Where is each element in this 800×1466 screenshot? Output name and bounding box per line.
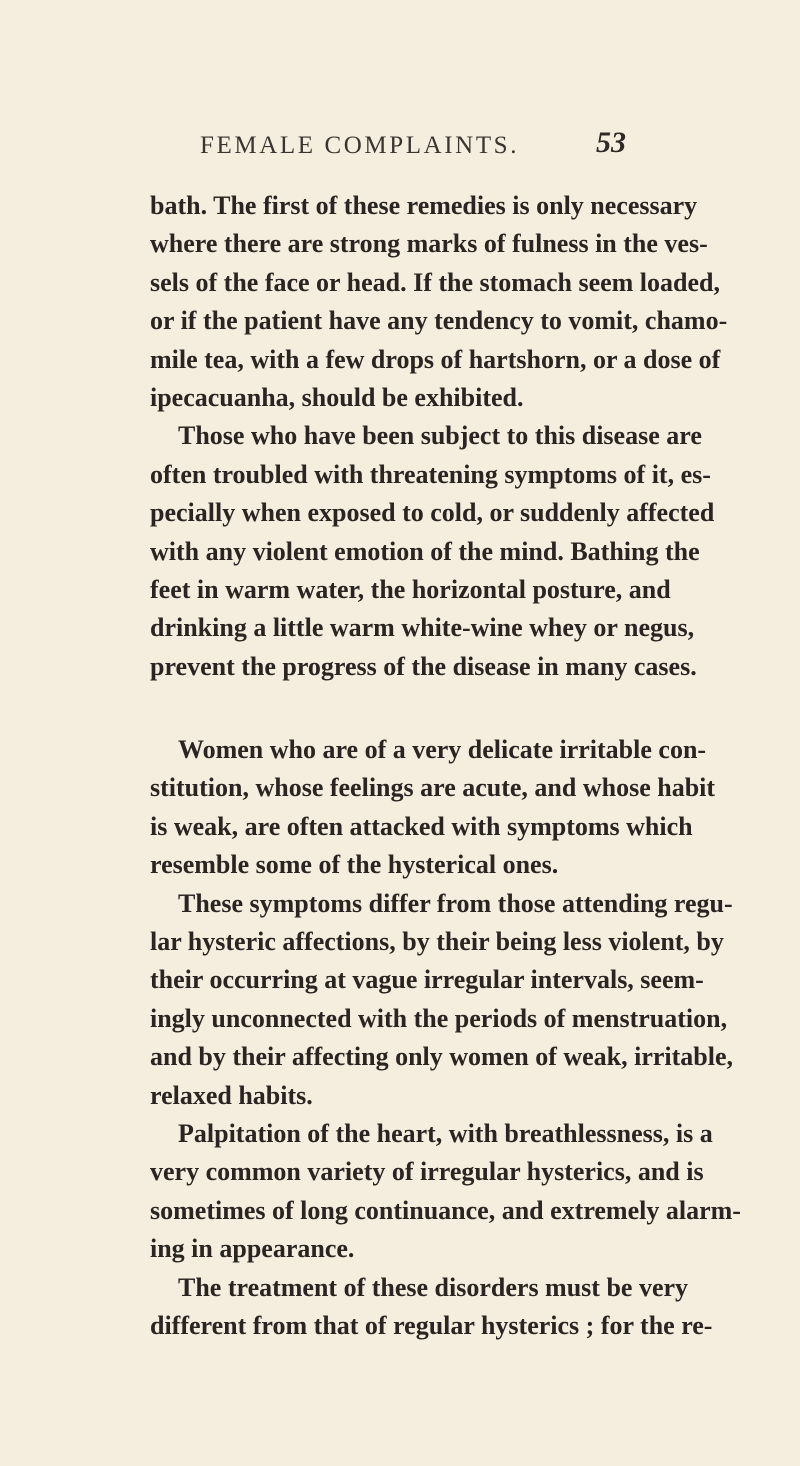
text-line: mile tea, with a few drops of hartshorn, or a dose of: [150, 344, 721, 374]
paragraph: [150, 187, 728, 417]
text-line: their occurring at vague irregular intervals, seem-: [150, 965, 704, 995]
text-line: ipecacuanha, should be exhibited.: [150, 382, 524, 412]
paragraph: [150, 417, 715, 686]
running-title: FEMALE COMPLAINTS.: [200, 132, 520, 159]
text-line: drinking a little warm white-wine whey or negus,: [150, 613, 695, 643]
page-number: 53: [596, 126, 626, 159]
text-line: ing in appearance.: [150, 1234, 355, 1264]
text-line: sometimes of long continuance, and extremely alarm-: [150, 1195, 741, 1225]
text-line: relaxed habits.: [150, 1080, 313, 1110]
paragraph: [150, 731, 716, 885]
text-line: stitution, whose feelings are acute, and whose habit: [150, 773, 716, 803]
text-line: feet in warm water, the horizontal posture, and: [150, 574, 671, 604]
running-head: [0, 126, 800, 172]
text-line: pecially when exposed to cold, or suddenly affected: [150, 498, 715, 528]
body-text: [150, 187, 741, 1345]
text-line: with any violent emotion of the mind. Bathing the: [150, 536, 700, 566]
text-line: often troubled with threatening symptoms of it, es-: [150, 459, 711, 489]
paragraph: [150, 1115, 741, 1269]
text-line: and by their affecting only women of weak, irritable,: [150, 1042, 734, 1072]
text-line: where there are strong marks of fulness in the ves-: [150, 229, 708, 259]
text-line: very common variety of irregular hysterics, and is: [150, 1157, 704, 1187]
text-line: These symptoms differ from those attending regu-: [178, 888, 733, 918]
paragraph: [150, 885, 734, 1115]
text-line: Palpitation of the heart, with breathlessness, is a: [178, 1118, 713, 1148]
text-line: is weak, are often attacked with symptoms which: [150, 811, 693, 841]
text-line: sels of the face or head. If the stomach seem loaded,: [150, 267, 720, 297]
text-line: bath. The first of these remedies is only necessary: [150, 191, 698, 220]
paragraph: [150, 1269, 713, 1346]
text-line: different from that of regular hysterics ; for the re-: [150, 1310, 713, 1340]
text-line: The treatment of these disorders must be very: [178, 1272, 689, 1302]
text-line: resemble some of the hysterical ones.: [150, 850, 559, 880]
text-line: lar hysteric affections, by their being less violent, by: [150, 927, 724, 957]
section-gap: [150, 686, 620, 731]
text-line: Women who are of a very delicate irritable con-: [178, 735, 707, 765]
text-line: ingly unconnected with the periods of menstruation,: [150, 1003, 728, 1033]
text-line: Those who have been subject to this disease are: [178, 421, 702, 451]
text-line: prevent the progress of the disease in many cases.: [150, 651, 697, 681]
text-line: or if the patient have any tendency to vomit, chamo-: [150, 306, 728, 336]
